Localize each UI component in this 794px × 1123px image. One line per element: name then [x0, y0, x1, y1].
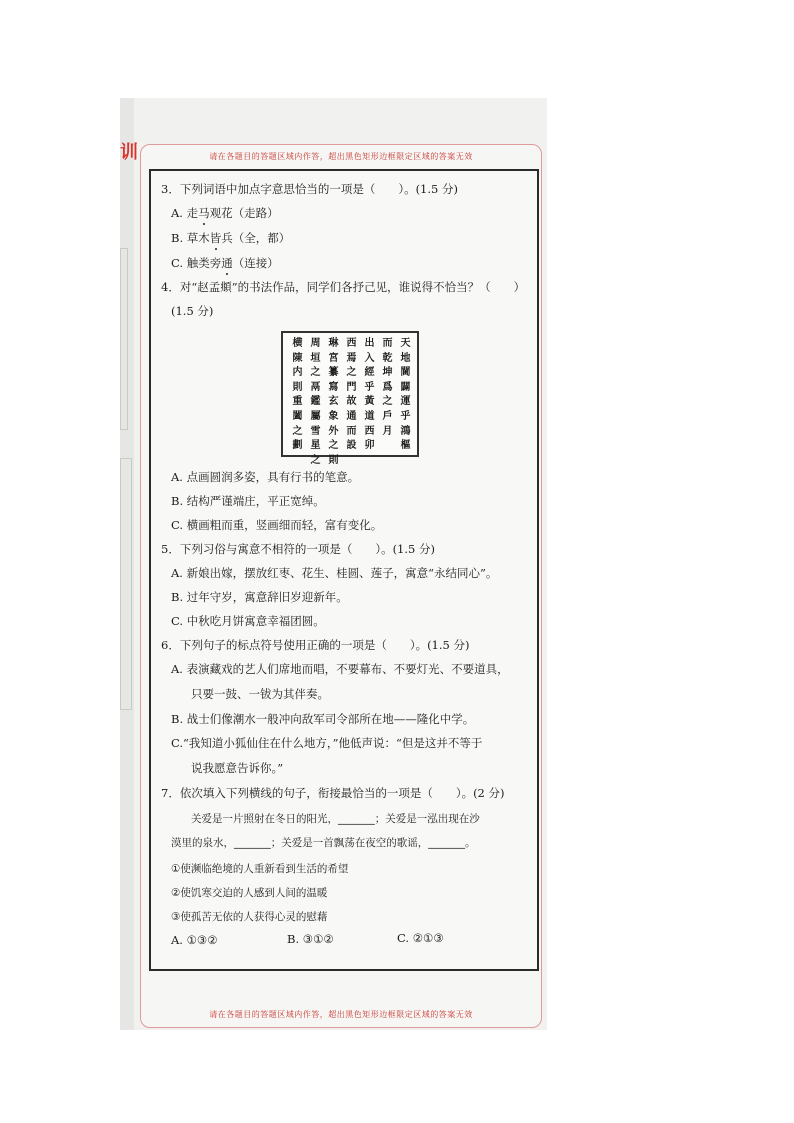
question-4-score: (1.5 分): [171, 304, 214, 318]
question-7-choice-a: A. ①③②: [171, 933, 218, 947]
question-4-option-a: A. 点画圆润多姿，具有行书的笔意。: [171, 470, 360, 484]
question-5-option-c: C. 中秋吃月饼寓意幸福团圆。: [171, 614, 325, 628]
dotted-char: 通: [221, 256, 233, 270]
answer-area-notice-bottom: 请在各题目的答题区域内作答，超出黑色矩形边框限定区域的答案无效: [209, 1010, 473, 1019]
scanned-page-photo: [120, 98, 547, 1030]
dotted-char: 皆: [209, 231, 222, 245]
answer-area-notice-top: 请在各题目的答题区域内作答，超出黑色矩形边框限定区域的答案无效: [209, 152, 473, 161]
question-5-option-b: B. 过年守岁，寓意辞旧岁迎新年。: [171, 590, 348, 604]
dotted-char: 马: [198, 206, 210, 220]
question-7-passage-line1: 关爱是一片照射在冬日的阳光，_______；关爱是一泓出现在沙: [191, 813, 480, 825]
question-3-option-a: A. 走马观花（走路）: [171, 206, 279, 220]
question-5-stem: 5．下列习俗与寓意不相符的一项是（ ）。(1.5 分): [161, 542, 435, 556]
answer-area-frame: [149, 169, 539, 971]
calligraphy-column: 周 垣 之 鬲 鑑 屬 雪 星 之: [310, 338, 321, 466]
question-3-option-b: B. 草木皆兵（全，都）: [171, 231, 291, 245]
calligraphy-column: 出 入 經 乎 黃 道 西 卯: [364, 338, 375, 452]
calligraphy-column: 天 地 閫 闢 運 乎 鴻 樞: [400, 338, 411, 452]
calligraphy-column: 西 焉 之 門 故 通 而 設: [346, 338, 357, 452]
question-7-choice-b: B. ③①②: [287, 932, 334, 946]
left-page-red-mark: 训: [120, 142, 138, 163]
question-6-option-a-cont: 只要一鼓、一钹为其伴奏。: [191, 687, 329, 701]
question-5-option-a: A. 新娘出嫁，摆放红枣、花生、桂圆、莲子，寓意“永结同心”。: [171, 566, 498, 580]
question-7-item-3: ③使孤苦无依的人获得心灵的慰藉: [171, 911, 328, 923]
question-7-choice-c: C. ②①③: [397, 931, 444, 945]
calligraphy-column: 琳 宮 纂 寫 玄 象 外 之 則: [328, 338, 339, 466]
question-7-passage-line2: 漠里的泉水，_______；关爱是一首飘荡在夜空的歌谣，_______。: [171, 837, 476, 849]
question-6-option-c: C.“我知道小狐仙住在什么地方，”他低声说：“但是这并不等于: [171, 736, 483, 750]
question-3-stem: 3．下列词语中加点字意思恰当的一项是（ ）。(1.5 分): [161, 182, 458, 196]
left-page-ghost-box: [120, 458, 132, 710]
question-6-option-c-cont: 说我愿意告诉你。”: [191, 761, 284, 775]
calligraphy-column: 横 陳 内 則 重 闔 之 劃: [292, 338, 303, 452]
left-page-ghost-box: [120, 248, 128, 430]
question-3-option-c: C. 触类旁通（连接）: [171, 256, 279, 270]
answer-sheet: [140, 144, 542, 1028]
question-6-stem: 6．下列句子的标点符号使用正确的一项是（ ）。(1.5 分): [161, 638, 470, 652]
calligraphy-column: 而 乾 坤 爲 之 戶 月: [382, 338, 393, 437]
question-6-option-a: A. 表演藏戏的艺人们席地而唱，不要幕布、不要灯光、不要道具，: [171, 662, 509, 676]
calligraphy-image: [281, 331, 419, 466]
question-4-option-c: C. 横画粗而重，竖画细而轻，富有变化。: [171, 518, 383, 532]
question-4-stem: 4．对“赵孟頫”的书法作品，同学们各抒己见，谁说得不恰当？（ ）: [161, 280, 526, 294]
question-6-option-b: B. 战士们像潮水一般冲向敌军司令部所在地——隆化中学。: [171, 712, 475, 726]
question-7-stem: 7．依次填入下列横线的句子，衔接最恰当的一项是（ ）。(2 分): [161, 786, 505, 800]
question-4-option-b: B. 结构严谨端庄，平正宽绰。: [171, 494, 325, 508]
question-7-item-1: ①使濒临绝境的人重新看到生活的希望: [171, 863, 349, 875]
question-7-item-2: ②使饥寒交迫的人感到人间的温暖: [171, 887, 328, 899]
